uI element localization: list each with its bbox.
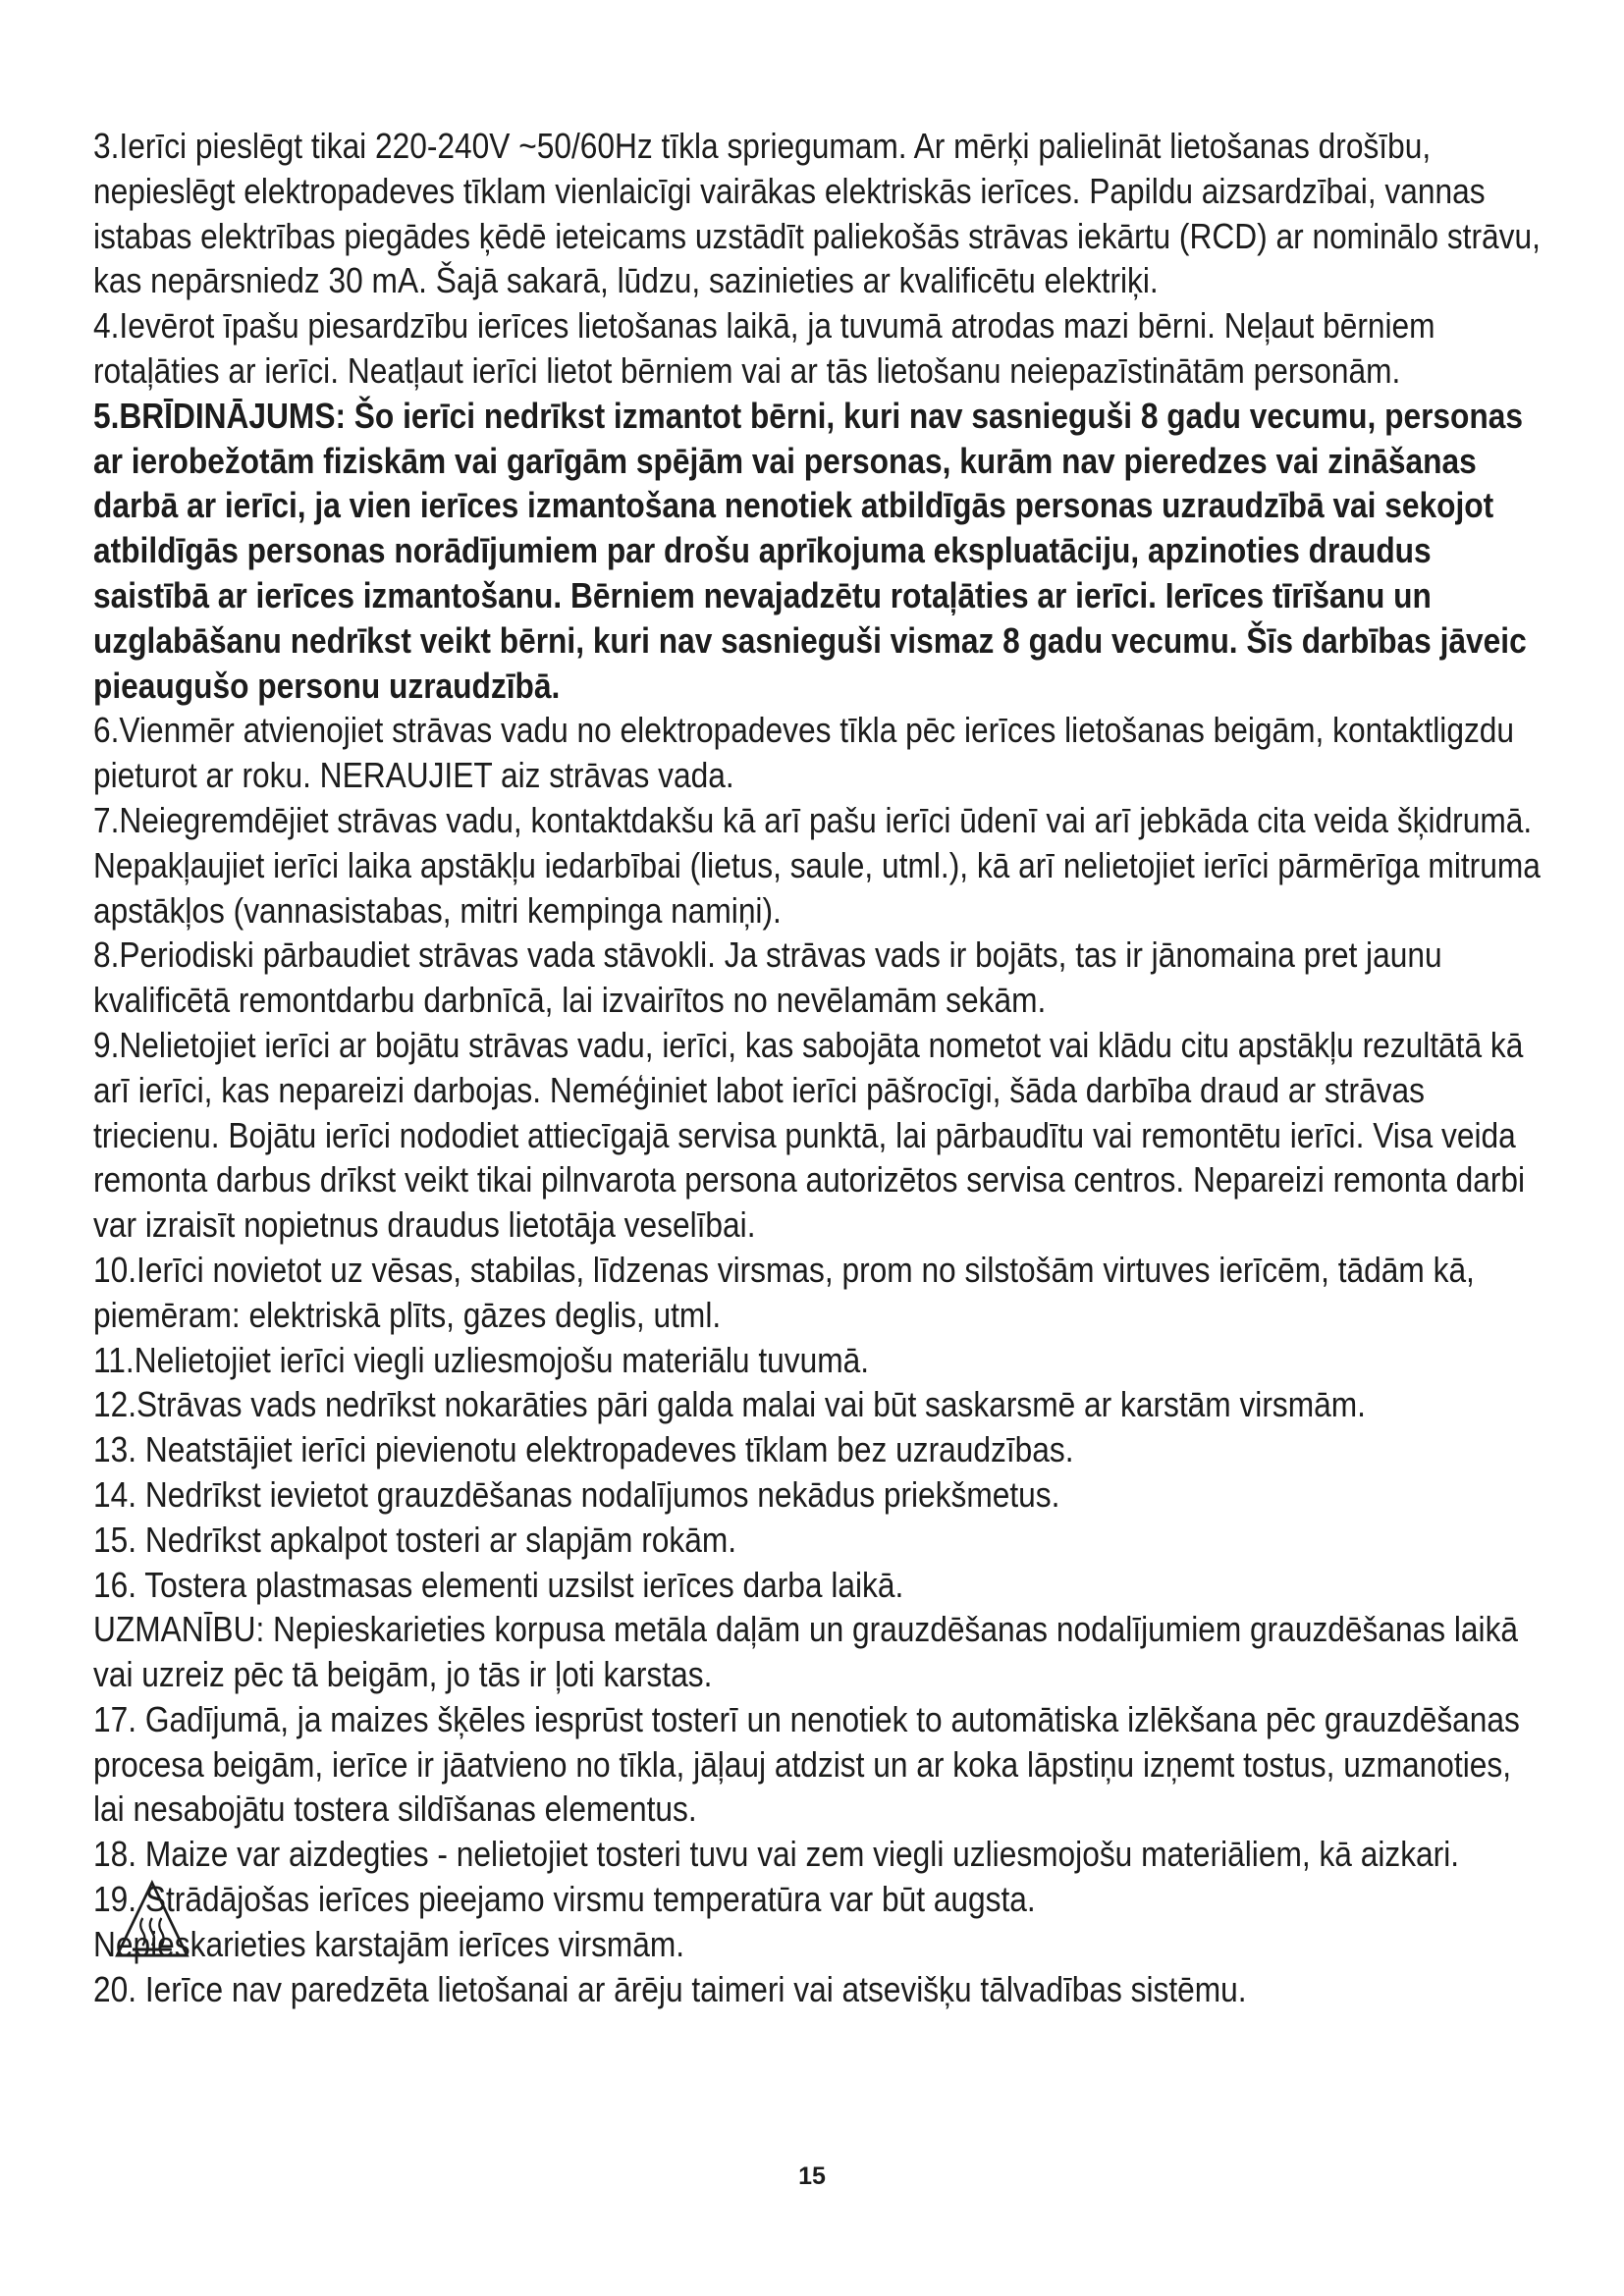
warning-instruction-5: 5.BRĪDINĀJUMS: Šo ierīci nedrīkst izmantot bērni, kuri nav sasnieguši 8 gadu vecumu, personas ar ierobežotām fiziskām vai garīgām spējām vai personas, kurām nav pieredzes vai zināšanas darbā ar ierīci, ja vien ierīces izmantošana nenotiek atbildīgās personas uzraudzībā vai sekojot atbildīgās personas norādījumiem par drošu aprīkojuma ekspluatāciju, apzinoties draudus saistībā ar ierīces izmantošanu. Bērniem nevajadzētu rotaļāties ar ierīci. Ierīces tīrīšanu un uzglabāšanu nedrīkst veikt bērni, kuri nav sasnieguši vismaz 8 gadu vecumu. Šīs darbības jāveic pieaugušo personu uzraudzībā. (93, 395, 1527, 706)
instruction-19 (93, 1877, 1546, 1967)
document-body (93, 124, 1546, 2011)
instruction-15: 15. Nedrīkst apkalpot tosteri ar slapjām rokām. (93, 1519, 737, 1560)
instruction-9: 9.Nelietojiet ierīci ar bojātu strāvas vadu, ierīci, kas sabojāta nometot vai klādu citu apstākļu rezultātā kā arī ierīci, kas nepareizi darbojas. Neméģiniet labot ierīci pāšrocīgi, šāda darbība draud ar strāvas triecienu. Bojātu ierīci nododiet attiecīgajā servisa punktā, lai pārbaudītu vai remontētu ierīci. Visa veida remonta darbus drīkst veikt tikai pilnvarota persona autorizētos servisa centros. Nepareizi remonta darbi var izraisīt nopietnus draudus lietotāja veselībai. (93, 1024, 1526, 1246)
instruction-14: 14. Nedrīkst ievietot grauzdēšanas nodalījumos nekādus priekšmetus. (93, 1473, 1060, 1515)
instruction-20: 20. Ierīce nav paredzēta lietošanai ar ārēju taimeri vai atsevišķu tālvadības sistēmu. (93, 1968, 1247, 2009)
instruction-17: 17. Gadījumā, ja maizes šķēles iesprūst tosterī un nenotiek to automātiska izlēkšana pēc grauzdēšanas procesa beigām, ierīce ir jāatvieno no tīkla, jāļauj atdzist un ar koka lāpstiņu izņemt tostus, uzmanoties, lai nesabojātu tostera sildīšanas elementus. (93, 1698, 1520, 1830)
instruction-8: 8.Periodiski pārbaudiet strāvas vada stāvokli. Ja strāvas vads ir bojāts, tas ir jānomaina pret jaunu kvalificētā remontdarbu darbnīcā, lai izvairītos no nevēlamām sekām. (93, 934, 1442, 1021)
instruction-16: 16. Tostera plastmasas elementi uzsilst ierīces darba laikā. (93, 1564, 904, 1605)
instruction-11: 11.Nelietojiet ierīci viegli uzliesmojošu materiālu tuvumā. (93, 1339, 870, 1380)
instruction-10: 10.Ierīci novietot uz vēsas, stabilas, līdzenas virsmas, prom no silstošām virtuves ierīcēm, tādām kā, piemēram: elektriskā plīts, gāzes deglis, utml. (93, 1249, 1475, 1335)
instruction-19-line-1: 19. Strādājošas ierīces pieejamo virsmu temperatūra var būt augsta. (93, 1879, 1036, 1920)
page-number: 15 (798, 2163, 826, 2190)
instruction-13: 13. Neatstājiet ierīci pievienotu elektropadeves tīklam bez uzraudzības. (93, 1429, 1074, 1470)
caution-note: UZMANĪBU: Nepieskarieties korpusa metāla daļām un grauzdēšanas nodalījumiem grauzdēšanas laikā vai uzreiz pēc tā beigām, jo tās ir ļoti karstas. (93, 1609, 1519, 1695)
instruction-4: 4.Ievērot īpašu piesardzību ierīces lietošanas laikā, ja tuvumā atrodas mazi bērni. Neļaut bērniem rotaļāties ar ierīci. Neatļaut ierīci lietot bērniem vai ar tās lietošanu neiepazīstinātām personām. (93, 305, 1435, 391)
instruction-19-line-2: Nepieskarieties karstajām ierīces virsmām. (93, 1923, 685, 1964)
instruction-3: 3.Ierīci pieslēgt tikai 220-240V ~50/60Hz tīkla spriegumam. Ar mērķi palielināt lietošanas drošību, nepieslēgt elektropadeves tīklam vienlaicīgi vairākas elektriskās ierīces. Papildu aizsardzībai, vannas istabas elektrības piegādes ķēdē ieteicams uzstādīt paliekošās strāvas iekārtu (RCD) ar nominālo strāvu, kas nepārsniedz 30 mA. Šajā sakarā, lūdzu, sazinieties ar kvalificētu elektriķi. (93, 126, 1541, 301)
instruction-12: 12.Strāvas vads nedrīkst nokarāties pāri galda malai vai būt saskarsmē ar karstām virsmām. (93, 1384, 1366, 1425)
instruction-18: 18. Maize var aizdegties - nelietojiet tosteri tuvu vai zem viegli uzliesmojošu materiāliem, kā aizkari. (93, 1834, 1460, 1875)
hot-surface-warning-icon (114, 1879, 190, 1959)
instruction-6: 6.Vienmēr atvienojiet strāvas vadu no elektropadeves tīkla pēc ierīces lietošanas beigām, kontaktligzdu pieturot ar roku. NERAUJIET aiz strāvas vada. (93, 710, 1515, 796)
instruction-7: 7.Neiegremdējiet strāvas vadu, kontaktdakšu kā arī pašu ierīci ūdenī vai arī jebkāda cita veida šķidrumā. Nepakļaujiet ierīci laika apstākļu iedarbībai (lietus, saule, utml.), kā arī nelietojiet ierīci pārmērīga mitruma apstākļos (vannasistabas, mitri kempinga namiņi). (93, 799, 1541, 931)
